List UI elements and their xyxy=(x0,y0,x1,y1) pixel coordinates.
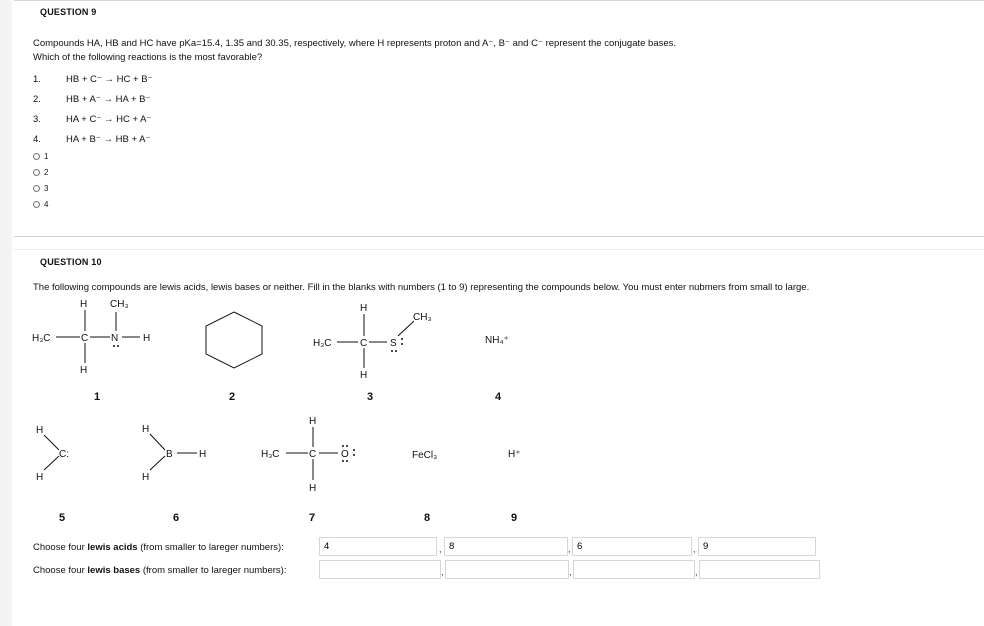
atom-label: H xyxy=(309,483,317,494)
atom-label: H xyxy=(199,449,207,460)
compound-number-4: 4 xyxy=(495,391,502,403)
question-9-subtext: Which of the following reactions is the most favorable? xyxy=(33,52,263,63)
lewis-base-input-4[interactable] xyxy=(699,560,820,579)
compound-number-7: 7 xyxy=(309,512,316,524)
choice-number: 2. xyxy=(33,94,41,105)
radio-label: 2 xyxy=(44,167,49,177)
compound-formula: NH₄⁺ xyxy=(485,335,509,346)
radio-button[interactable] xyxy=(33,185,40,192)
radio-button[interactable] xyxy=(33,201,40,208)
atom-label: H xyxy=(80,299,88,310)
atom-label: H xyxy=(360,303,368,314)
compound-formula: H⁺ xyxy=(508,449,521,460)
separator-comma: , xyxy=(569,567,572,577)
atom-label: H₃C xyxy=(261,449,280,460)
top-border xyxy=(14,0,984,1)
atom-label: C xyxy=(360,338,368,349)
lewis-acid-input-4[interactable] xyxy=(698,537,816,556)
question-divider-secondary xyxy=(14,249,984,250)
atom-label: O xyxy=(341,449,349,460)
atom-label: C: xyxy=(59,449,69,460)
atom-label: H₃C xyxy=(313,338,332,349)
compound-number-6: 6 xyxy=(173,512,180,524)
question-9-header: QUESTION 9 xyxy=(40,7,97,17)
compound-number-9: 9 xyxy=(511,512,518,524)
radio-option-1[interactable] xyxy=(33,150,48,162)
atom-label: H xyxy=(143,333,151,344)
lewis-bases-label: Choose four lewis bases (from smaller to lareger numbers): xyxy=(33,565,287,576)
question-10-header: QUESTION 10 xyxy=(40,257,102,267)
atom-label: H xyxy=(80,365,88,376)
separator-comma: , xyxy=(439,544,442,554)
compound-number-5: 5 xyxy=(59,512,66,524)
choice-equation: HB + A⁻ → HA + B⁻ xyxy=(66,94,151,105)
separator-comma: , xyxy=(441,567,444,577)
question-10-text: The following compounds are lewis acids, lewis bases or neither. Fill in the blanks with numbers (1 to 9) representing the compounds below. You must enter nubmers from small to large. xyxy=(33,282,810,293)
choice-number: 4. xyxy=(33,134,41,145)
compound-number-2: 2 xyxy=(229,391,236,403)
radio-option-2[interactable] xyxy=(33,166,48,178)
radio-label: 4 xyxy=(44,199,49,209)
atom-label: C xyxy=(81,333,89,344)
atom-label: H xyxy=(36,425,44,436)
radio-option-3[interactable] xyxy=(33,182,48,194)
atom-label: S xyxy=(390,338,397,349)
atom-label: H xyxy=(142,472,150,483)
compound-number-8: 8 xyxy=(424,512,431,524)
radio-label: 3 xyxy=(44,183,49,193)
lewis-base-input-2[interactable] xyxy=(445,560,569,579)
atom-label: H xyxy=(309,416,317,427)
separator-comma: , xyxy=(695,567,698,577)
lewis-base-input-1[interactable] xyxy=(319,560,441,579)
question-9-text: Compounds HA, HB and HC have pKa=15.4, 1.35 and 30.35, respectively, where H represents proton and A⁻, B⁻ and C⁻ represent the conjugate bases. xyxy=(33,38,677,49)
compound-number-3: 3 xyxy=(367,391,374,403)
compound-number-1: 1 xyxy=(94,391,101,403)
choice-equation: HA + B⁻ → HB + A⁻ xyxy=(66,134,151,145)
radio-button[interactable] xyxy=(33,153,40,160)
compound-formula: FeCl₃ xyxy=(412,450,438,461)
separator-comma: , xyxy=(568,544,571,554)
lewis-acid-input-1[interactable] xyxy=(319,537,437,556)
lewis-acid-input-2[interactable] xyxy=(444,537,568,556)
choice-equation: HB + C⁻ → HC + B⁻ xyxy=(66,74,153,85)
question-divider xyxy=(14,236,984,237)
radio-button[interactable] xyxy=(33,169,40,176)
lewis-acids-label: Choose four lewis acids (from smaller to lareger numbers): xyxy=(33,542,284,553)
atom-label: B xyxy=(166,449,173,460)
atom-label: H₃C xyxy=(32,333,51,344)
atom-label: H xyxy=(36,472,44,483)
atom-label: CH₃ xyxy=(413,312,432,323)
atom-label: C xyxy=(309,449,317,460)
atom-label: H xyxy=(360,370,368,381)
choice-number: 1. xyxy=(33,74,41,85)
atom-label: CH₃ xyxy=(110,299,129,310)
lewis-acid-input-3[interactable] xyxy=(572,537,692,556)
choice-number: 3. xyxy=(33,114,41,125)
atom-label: N xyxy=(111,333,119,344)
lewis-base-input-3[interactable] xyxy=(573,560,695,579)
choice-equation: HA + C⁻ → HC + A⁻ xyxy=(66,114,152,125)
atom-label: H xyxy=(142,424,150,435)
radio-label: 1 xyxy=(44,151,49,161)
radio-option-4[interactable] xyxy=(33,198,48,210)
separator-comma: , xyxy=(693,544,696,554)
